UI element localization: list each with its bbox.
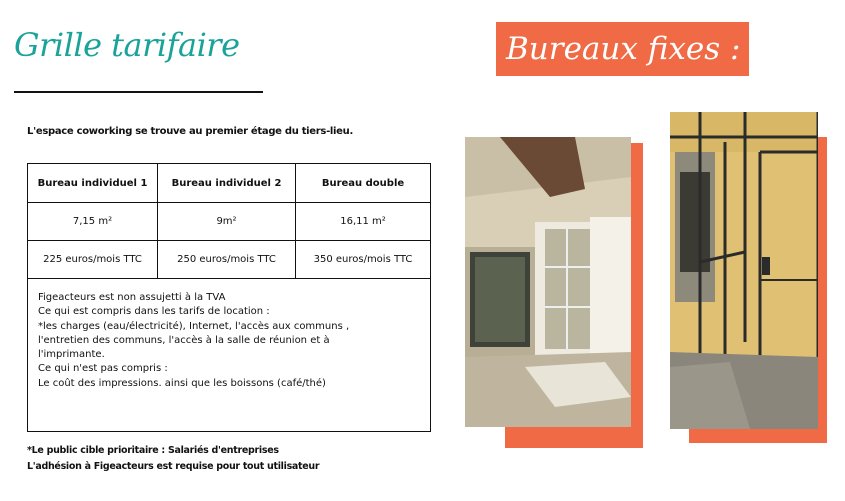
surface-cell: 16,11 m²: [296, 203, 431, 241]
footnote-target-public: *Le public cible prioritaire : Salariés d'entreprises: [27, 445, 279, 456]
office-photo-left: [465, 137, 631, 427]
note-line: Ce qui est compris dans les tarifs de location :: [38, 306, 270, 318]
table-row-surface: [28, 203, 431, 241]
note-line: Le coût des impressions. ainsi que les boissons (café/thé): [38, 377, 326, 389]
note-line: Figeacteurs est non assujetti à la TVA: [38, 292, 226, 303]
footnote-membership: L'adhésion à Figeacteurs est requise pour tout utilisateur: [27, 461, 320, 472]
office-photo-right: [670, 112, 818, 429]
intro-text: L'espace coworking se trouve au premier étage du tiers-lieu.: [27, 126, 353, 137]
table-header-row: [28, 164, 431, 203]
page-title: Grille tarifaire: [14, 26, 240, 64]
pricing-table: [27, 163, 431, 432]
note-line: l'entretien des communs, l'accès à la salle de réunion et à: [38, 334, 330, 346]
table-row-notes: [28, 279, 431, 432]
surface-cell: 7,15 m²: [28, 203, 158, 241]
surface-cell: 9m²: [158, 203, 296, 241]
note-line: Ce qui n'est pas compris :: [38, 363, 168, 375]
header-cell: Bureau double: [296, 164, 431, 203]
price-cell: 250 euros/mois TTC: [158, 241, 296, 279]
section-banner: Bureaux fixes :: [496, 22, 749, 76]
price-cell: 225 euros/mois TTC: [28, 241, 158, 279]
price-cell: 350 euros/mois TTC: [296, 241, 431, 279]
note-line: l'imprimante.: [38, 349, 105, 361]
title-underline: [14, 91, 263, 93]
header-cell: Bureau individuel 2: [158, 164, 296, 203]
header-cell: Bureau individuel 1: [28, 164, 158, 203]
note-line: *les charges (eau/électricité), Internet, l'accès aux communs ,: [38, 320, 350, 332]
notes-cell: [28, 279, 431, 432]
table-row-price: [28, 241, 431, 279]
